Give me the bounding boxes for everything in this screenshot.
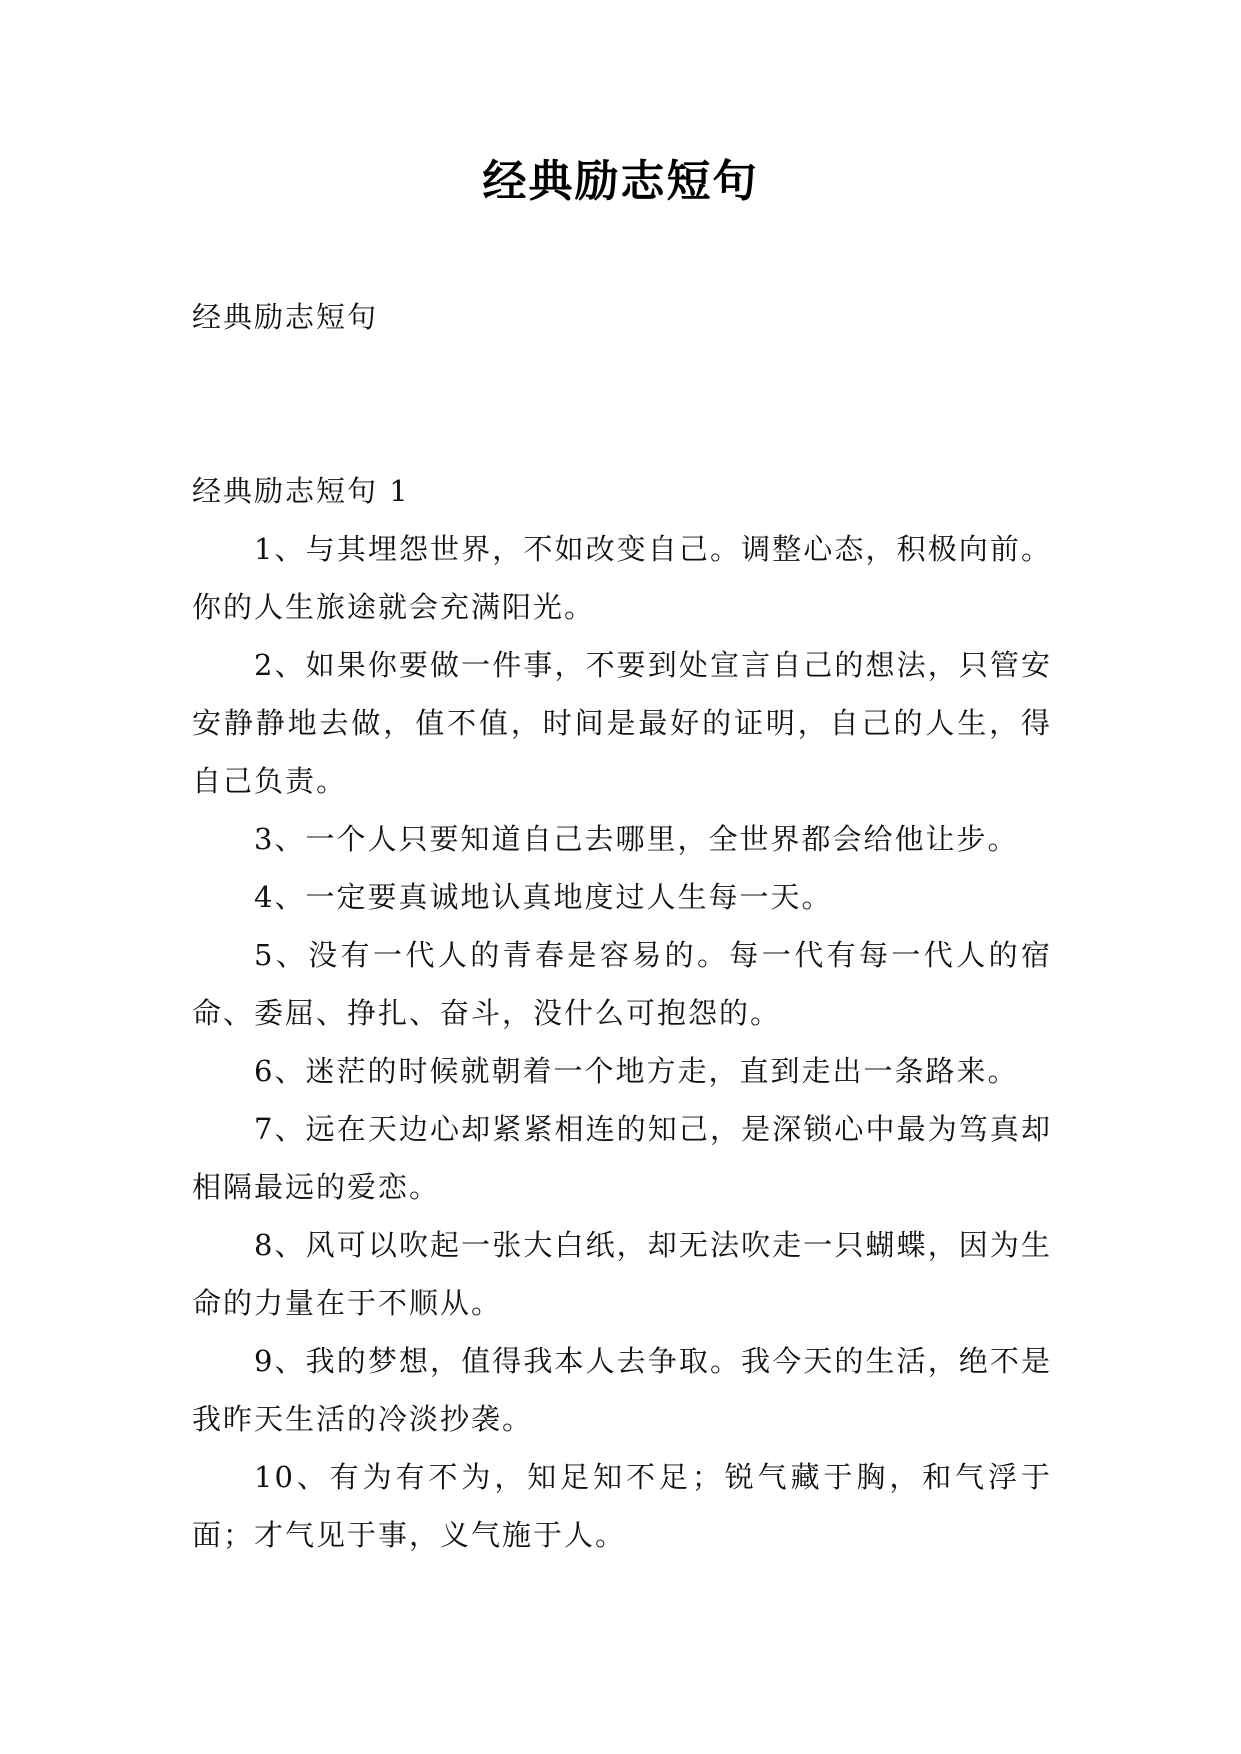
quote-item: 3、一个人只要知道自己去哪里，全世界都会给他让步。: [254, 822, 1019, 856]
quote-item: 4、一定要真诚地认真地度过人生每一天。: [254, 880, 833, 914]
quote-item: 1、与其埋怨世界，不如改变自己。调整心态，积极向前。你的人生旅途就会充满阳光。: [192, 532, 1052, 624]
quote-item: 8、风可以吹起一张大白纸，却无法吹走一只蝴蝶，因为生命的力量在于不顺从。: [192, 1228, 1052, 1320]
quote-item: 5、没有一代人的青春是容易的。每一代有每一代人的宿命、委屈、挣扎、奋斗，没什么可抱怨的。: [192, 938, 1052, 1030]
quote-item: 7、远在天边心却紧紧相连的知己，是深锁心中最为笃真却相隔最远的爱恋。: [192, 1112, 1052, 1204]
document-subtitle: 经典励志短句: [192, 300, 379, 334]
quote-item: 9、我的梦想，值得我本人去争取。我今天的生活，绝不是我昨天生活的冷淡抄袭。: [192, 1344, 1052, 1436]
quote-item: 10、有为有不为，知足知不足；锐气藏于胸，和气浮于面；才气见于事，义气施于人。: [192, 1460, 1052, 1552]
document-title: 经典励志短句: [482, 156, 759, 207]
quote-list: [192, 520, 1052, 1564]
quote-item: 2、如果你要做一件事，不要到处宣言自己的想法，只管安安静静地去做，值不值，时间是最好的证明，自己的人生，得自己负责。: [192, 648, 1052, 798]
section-heading: 经典励志短句 1: [192, 474, 410, 508]
quote-item: 6、迷茫的时候就朝着一个地方走，直到走出一条路来。: [254, 1054, 1019, 1088]
